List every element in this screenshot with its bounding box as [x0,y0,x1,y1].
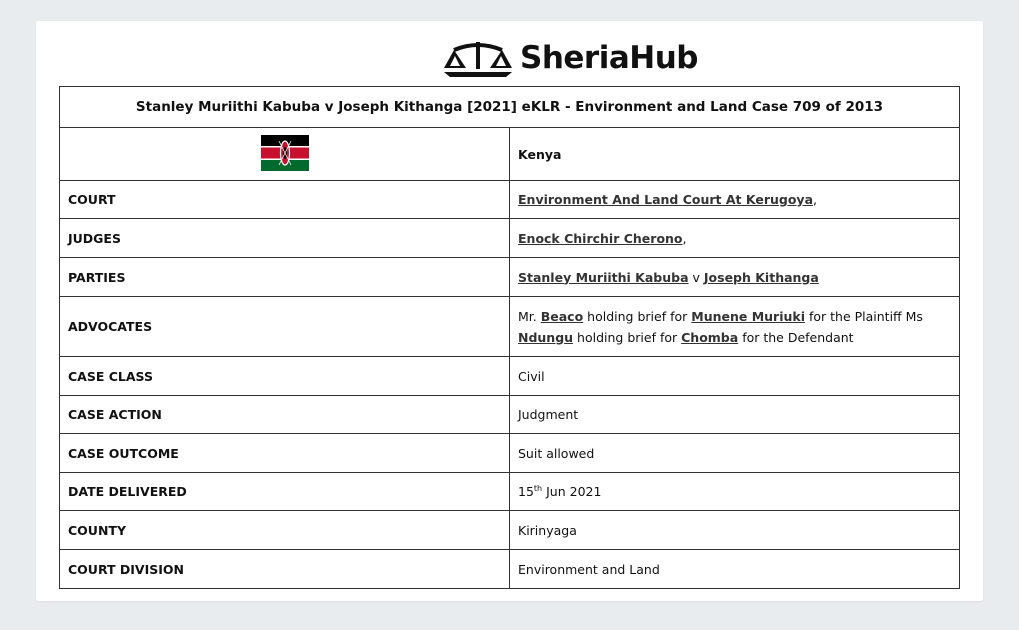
court-division-row [60,550,960,589]
court-division-value: Environment and Land [510,550,960,589]
judges-suffix: , [682,230,687,246]
case-outcome-row [60,434,960,473]
case-class-row [60,357,960,396]
parties-separator: v [692,269,700,285]
date-day: 15 [518,484,534,500]
case-class-label: CASE CLASS [60,357,510,396]
court-division-label: COURT DIVISION [60,550,510,589]
date-day-suffix: th [533,483,543,493]
case-outcome-label: CASE OUTCOME [60,434,510,473]
country-row [60,128,960,181]
brand-name: SheriaHub [520,39,698,76]
county-row [60,511,960,550]
date-month-year: Jun 2021 [546,484,602,500]
county-label: COUNTY [60,511,510,550]
country-name: Kenya [510,128,960,181]
advocates-text-3: for the Plaintiff Ms [808,308,923,324]
party-defendant-link[interactable]: Joseph Kithanga [703,269,819,285]
county-value: Kirinyaga [510,511,960,550]
date-delivered-row [60,473,960,511]
case-title: Stanley Muriithi Kabuba v Joseph Kithanga [2021] eKLR - Environment and Land Case 709 of 2013 [60,87,960,128]
advocates-label: ADVOCATES [60,297,510,357]
party-plaintiff-link[interactable]: Stanley Muriithi Kabuba [518,269,689,285]
advocates-text-1: Mr. [518,308,537,324]
scales-logo-icon [440,38,516,78]
case-outcome-value: Suit allowed [510,434,960,473]
kenya-flag-icon [261,135,309,174]
date-delivered-label: DATE DELIVERED [60,473,510,511]
court-row [60,181,960,219]
parties-label: PARTIES [60,258,510,297]
case-details-table [59,86,960,589]
advocate-link-chomba[interactable]: Chomba [681,329,739,345]
title-row [60,87,960,128]
judge-link[interactable]: Enock Chirchir Cherono [518,230,683,246]
parties-row [60,258,960,297]
advocate-link-beaco[interactable]: Beaco [540,308,584,324]
advocates-text-4: holding brief for [577,329,678,345]
case-class-value: Civil [510,357,960,396]
advocates-row [60,297,960,357]
court-suffix: , [813,192,817,207]
sheriahub-logo[interactable] [440,37,698,79]
advocate-link-munene[interactable]: Munene Muriuki [691,308,805,324]
judges-label: JUDGES [60,219,510,258]
court-label: COURT [60,181,510,219]
advocates-text-5: for the Defendant [742,329,854,345]
case-action-label: CASE ACTION [60,396,510,434]
case-action-row [60,396,960,434]
court-link[interactable]: Environment And Land Court At Kerugoya [518,192,814,207]
judges-row [60,219,960,258]
advocates-text-2: holding brief for [587,308,688,324]
case-action-value: Judgment [510,396,960,434]
advocate-link-ndungu[interactable]: Ndungu [518,329,574,345]
